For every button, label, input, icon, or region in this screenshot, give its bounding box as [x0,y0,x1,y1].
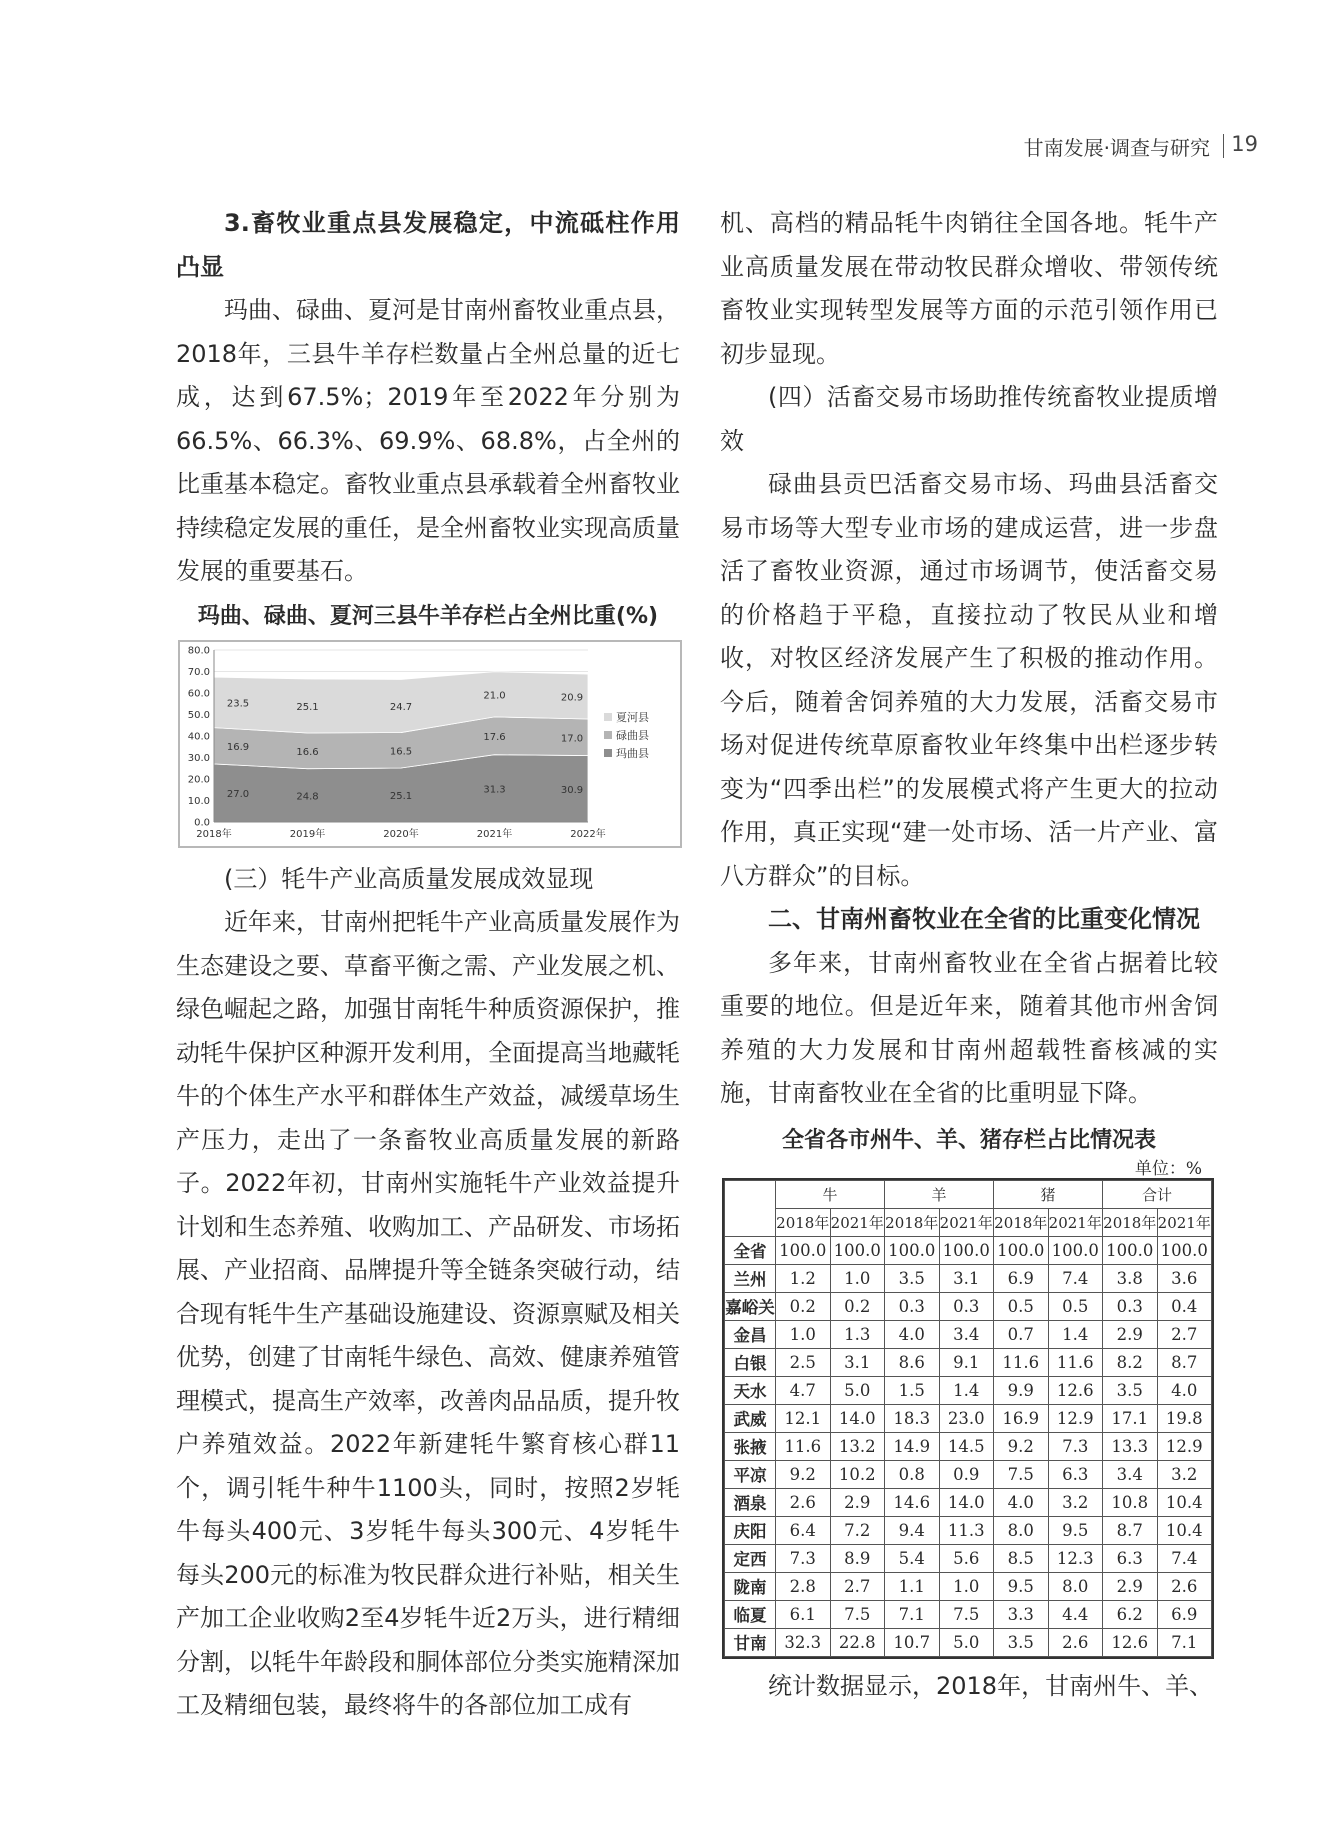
value-cell: 100.0 [776,1236,831,1264]
value-cell: 7.5 [830,1600,885,1628]
value-cell: 3.4 [939,1320,994,1348]
year-header: 2018年 [994,1208,1049,1236]
value-cell: 19.8 [1157,1404,1212,1432]
value-cell: 4.4 [1048,1600,1103,1628]
legend-swatch [604,713,612,721]
table-row [725,1404,1212,1432]
value-cell: 8.9 [830,1544,885,1572]
year-header: 2021年 [939,1208,994,1236]
legend-label: 碌曲县 [616,728,649,742]
value-cell: 100.0 [1157,1236,1212,1264]
value-cell: 17.1 [1103,1404,1158,1432]
value-cell: 3.4 [1103,1460,1158,1488]
y-tick-label: 80.0 [187,645,210,656]
table-row [725,1264,1212,1292]
value-cell: 6.3 [1048,1460,1103,1488]
group-cattle: 牛 [776,1180,885,1208]
value-cell: 0.2 [830,1292,885,1320]
y-tick-label: 70.0 [187,666,210,678]
value-cell: 3.2 [1157,1460,1212,1488]
table-row [725,1236,1212,1264]
value-cell: 3.8 [1103,1264,1158,1292]
paragraph-market: 碌曲县贡巴活畜交易市场、玛曲县活畜交易市场等大型专业市场的建成运营，进一步盘活了畜牧业资源，通过市场调节，使活畜交易的价格趋于平稳，直接拉动了牧民从业和增收，对牧区经济发展产生了积极的推动作用。今后，随着舍饲养殖的大力发展，活畜交易市场对促进传统草原畜牧业年终集中出栏逐步转变为“四季出栏”的发展模式将产生更大的拉动作用，真正实现“建一处市场、活一片产业、富八方群众”的目标。 [720,470,1218,890]
table-row [725,1460,1212,1488]
x-tick-label: 2021年 [476,828,513,840]
table-row [725,1348,1212,1376]
group-total: 合计 [1103,1180,1212,1208]
table-row [725,1600,1212,1628]
value-cell: 2.9 [1103,1572,1158,1600]
table-unit: 单位：% [1134,1158,1202,1179]
data-label: 20.9 [560,692,584,704]
value-cell: 1.4 [1048,1320,1103,1348]
region-cell: 酒泉 [725,1488,776,1516]
value-cell: 6.1 [776,1600,831,1628]
value-cell: 9.4 [885,1516,940,1544]
value-cell: 3.5 [994,1628,1049,1656]
subheading-market: (四）活畜交易市场助推传统畜牧业提质增效 [720,383,1218,455]
value-cell: 3.5 [885,1264,940,1292]
value-cell: 1.4 [939,1376,994,1404]
year-header: 2021年 [1048,1208,1103,1236]
journal-title: 甘南发展·调查与研究 [1023,136,1210,160]
table-header-groups [725,1180,1212,1208]
area-chart [178,640,682,848]
value-cell: 100.0 [994,1236,1049,1264]
table-row [725,1292,1212,1320]
group-pig: 猪 [994,1180,1103,1208]
region-cell: 陇南 [725,1572,776,1600]
value-cell: 10.4 [1157,1488,1212,1516]
value-cell: 7.4 [1048,1264,1103,1292]
value-cell: 0.8 [885,1460,940,1488]
value-cell: 0.5 [994,1292,1049,1320]
value-cell: 2.6 [776,1488,831,1516]
value-cell: 8.7 [1157,1348,1212,1376]
value-cell: 8.0 [1048,1572,1103,1600]
value-cell: 18.3 [885,1404,940,1432]
group-sheep: 羊 [885,1180,994,1208]
value-cell: 2.7 [1157,1320,1212,1348]
table-row [725,1628,1212,1656]
value-cell: 100.0 [1048,1236,1103,1264]
data-label: 21.0 [483,689,506,701]
region-cell: 张掖 [725,1432,776,1460]
value-cell: 7.5 [939,1600,994,1628]
value-cell: 12.6 [1103,1628,1158,1656]
value-cell: 8.2 [1103,1348,1158,1376]
value-cell: 8.0 [994,1516,1049,1544]
table-row [725,1488,1212,1516]
value-cell: 2.9 [1103,1320,1158,1348]
value-cell: 9.1 [939,1348,994,1376]
value-cell: 2.6 [1048,1628,1103,1656]
data-label: 25.1 [389,790,413,802]
value-cell: 14.9 [885,1432,940,1460]
value-cell: 3.1 [830,1348,885,1376]
section-heading-3: 3.畜牧业重点县发展稳定，中流砥柱作用凸显 [176,209,680,281]
region-cell: 金昌 [725,1320,776,1348]
value-cell: 2.6 [1157,1572,1212,1600]
value-cell: 100.0 [830,1236,885,1264]
value-cell: 0.9 [939,1460,994,1488]
data-label: 17.6 [483,731,506,743]
value-cell: 8.6 [885,1348,940,1376]
value-cell: 3.6 [1157,1264,1212,1292]
value-cell: 12.3 [1048,1544,1103,1572]
value-cell: 2.8 [776,1572,831,1600]
value-cell: 6.2 [1103,1600,1158,1628]
value-cell: 1.0 [830,1264,885,1292]
value-cell: 1.5 [885,1376,940,1404]
table-header-years [725,1208,1212,1236]
data-label: 24.7 [389,701,413,713]
value-cell: 2.7 [830,1572,885,1600]
region-cell: 全省 [725,1236,776,1264]
region-cell: 武威 [725,1404,776,1432]
value-cell: 11.6 [1048,1348,1103,1376]
region-cell: 嘉峪关 [725,1292,776,1320]
value-cell: 0.2 [776,1292,831,1320]
value-cell: 5.4 [885,1544,940,1572]
value-cell: 4.0 [1157,1376,1212,1404]
value-cell: 23.0 [939,1404,994,1432]
value-cell: 1.0 [939,1572,994,1600]
table-row [725,1376,1212,1404]
value-cell: 7.4 [1157,1544,1212,1572]
table-row [725,1432,1212,1460]
value-cell: 6.9 [1157,1600,1212,1628]
y-tick-label: 50.0 [187,709,210,721]
value-cell: 16.9 [994,1404,1049,1432]
value-cell: 12.9 [1157,1432,1212,1460]
value-cell: 11.6 [776,1432,831,1460]
year-header: 2018年 [776,1208,831,1236]
region-cell: 平凉 [725,1460,776,1488]
value-cell: 11.3 [939,1516,994,1544]
data-label: 16.5 [389,745,413,757]
value-cell: 1.3 [830,1320,885,1348]
value-cell: 1.1 [885,1572,940,1600]
value-cell: 9.5 [1048,1516,1103,1544]
value-cell: 9.2 [994,1432,1049,1460]
region-cell: 临夏 [725,1600,776,1628]
value-cell: 0.3 [1103,1292,1158,1320]
value-cell: 3.2 [1048,1488,1103,1516]
header-divider [1223,134,1224,158]
value-cell: 4.7 [776,1376,831,1404]
value-cell: 4.0 [885,1320,940,1348]
value-cell: 0.5 [1048,1292,1103,1320]
value-cell: 4.0 [994,1488,1049,1516]
value-cell: 0.4 [1157,1292,1212,1320]
right-column [720,202,1218,1708]
region-cell: 甘南 [725,1628,776,1656]
y-tick-label: 30.0 [187,752,210,764]
table-title: 全省各市州牛、羊、猪存栏占比情况表 [781,1127,1156,1153]
value-cell: 5.0 [830,1376,885,1404]
data-label: 17.0 [560,732,584,744]
paragraph-yak-continued: 机、高档的精品牦牛肉销往全国各地。牦牛产业高质量发展在带动牧民群众增收、带领传统畜牧业实现转型发展等方面的示范引领作用已初步显现。 [720,209,1218,368]
value-cell: 100.0 [1103,1236,1158,1264]
y-tick-label: 60.0 [187,688,210,699]
value-cell: 9.9 [994,1376,1049,1404]
region-cell: 天水 [725,1376,776,1404]
value-cell: 3.5 [1103,1376,1158,1404]
subheading-yak: (三）牦牛产业高质量发展成效显现 [224,864,594,893]
region-cell: 庆阳 [725,1516,776,1544]
region-cell: 白银 [725,1348,776,1376]
value-cell: 10.8 [1103,1488,1158,1516]
table-row [725,1544,1212,1572]
legend-swatch [604,731,612,739]
data-label: 16.6 [296,746,319,758]
value-cell: 5.6 [939,1544,994,1572]
region-cell: 定西 [725,1544,776,1572]
value-cell: 12.1 [776,1404,831,1432]
region-cell: 兰州 [725,1264,776,1292]
section-heading-2: 二、甘南州畜牧业在全省的比重变化情况 [768,905,1200,933]
value-cell: 0.3 [885,1292,940,1320]
data-label: 30.9 [560,784,584,796]
value-cell: 7.5 [994,1460,1049,1488]
table-row [725,1516,1212,1544]
x-tick-label: 2022年 [570,828,606,840]
value-cell: 6.3 [1103,1544,1158,1572]
value-cell: 100.0 [939,1236,994,1264]
y-tick-label: 40.0 [187,731,210,742]
value-cell: 10.4 [1157,1516,1212,1544]
value-cell: 2.5 [776,1348,831,1376]
value-cell: 1.2 [776,1264,831,1292]
page-number: 19 [1231,132,1258,156]
value-cell: 9.2 [776,1460,831,1488]
data-label: 25.1 [296,701,319,713]
value-cell: 7.1 [1157,1628,1212,1656]
chart-title: 玛曲、碌曲、夏河三县牛羊存栏占全州比重(%) [197,603,659,629]
page-header [1000,132,1270,162]
x-tick-label: 2020年 [383,828,419,840]
y-tick-label: 0.0 [194,817,210,828]
value-cell: 14.0 [830,1404,885,1432]
data-label: 16.9 [226,741,250,753]
value-cell: 7.2 [830,1516,885,1544]
value-cell: 8.5 [994,1544,1049,1572]
value-cell: 32.3 [776,1628,831,1656]
value-cell: 6.4 [776,1516,831,1544]
data-label: 24.8 [296,790,319,802]
value-cell: 8.7 [1103,1516,1158,1544]
table-corner [725,1180,776,1236]
year-header: 2021年 [1157,1208,1212,1236]
y-tick-label: 20.0 [187,774,210,785]
value-cell: 9.5 [994,1572,1049,1600]
table-row [725,1320,1212,1348]
value-cell: 13.3 [1103,1432,1158,1460]
year-header: 2018年 [885,1208,940,1236]
legend-swatch [604,749,612,757]
value-cell: 100.0 [885,1236,940,1264]
value-cell: 2.9 [830,1488,885,1516]
paragraph-key-counties: 玛曲、碌曲、夏河是甘南州畜牧业重点县，2018年，三县牛羊存栏数量占全州总量的近七成，达到67.5%；2019年至2022年分别为66.5%、66.3%、69.9%、68.8%，占全州的比重基本稳定。畜牧业重点县承载着全州畜牧业持续稳定发展的重任，是全州畜牧业实现高质量发展的重要基石。 [176,296,680,585]
paragraph-stats: 统计数据显示，2018年，甘南州牛、羊、 [768,1671,1214,1700]
value-cell: 10.2 [830,1460,885,1488]
value-cell: 6.9 [994,1264,1049,1292]
data-label: 23.5 [226,697,250,709]
year-header: 2018年 [1103,1208,1158,1236]
value-cell: 7.3 [1048,1432,1103,1460]
value-cell: 14.0 [939,1488,994,1516]
value-cell: 0.3 [939,1292,994,1320]
x-tick-label: 2019年 [289,828,326,840]
value-cell: 13.2 [830,1432,885,1460]
value-cell: 11.6 [994,1348,1049,1376]
data-label: 27.0 [226,788,250,800]
value-cell: 12.9 [1048,1404,1103,1432]
livestock-share-table [724,1180,1212,1657]
value-cell: 22.8 [830,1628,885,1656]
table-row [725,1572,1212,1600]
value-cell: 10.7 [885,1628,940,1656]
x-tick-label: 2018年 [196,828,232,840]
legend-label: 夏河县 [616,710,649,724]
value-cell: 7.3 [776,1544,831,1572]
value-cell: 5.0 [939,1628,994,1656]
left-column [176,202,680,1728]
y-tick-label: 10.0 [187,795,210,807]
paragraph-province-share: 多年来，甘南州畜牧业在全省占据着比较重要的地位。但是近年来，随着其他市州舍饲养殖的大力发展和甘南州超载牲畜核减的实施，甘南畜牧业在全省的比重明显下降。 [720,948,1218,1107]
value-cell: 3.1 [939,1264,994,1292]
area-chart-svg [180,642,680,846]
data-label: 31.3 [483,783,506,795]
value-cell: 0.7 [994,1320,1049,1348]
legend-label: 玛曲县 [616,746,649,760]
value-cell: 14.5 [939,1432,994,1460]
value-cell: 14.6 [885,1488,940,1516]
value-cell: 7.1 [885,1600,940,1628]
value-cell: 1.0 [776,1320,831,1348]
year-header: 2021年 [830,1208,885,1236]
paragraph-yak: 近年来，甘南州把牦牛产业高质量发展作为生态建设之要、草畜平衡之需、产业发展之机、绿色崛起之路，加强甘南牦牛种质资源保护，推动牦牛保护区种源开发利用，全面提高当地藏牦牛的个体生产水平和群体生产效益，减缓草场生产压力，走出了一条畜牧业高质量发展的新路子。2022年初，甘南州实施牦牛产业效益提升计划和生态养殖、收购加工、产品研发、市场拓展、产业招商、品牌提升等全链条突破行动，结合现有牦牛生产基础设施建设、资源禀赋及相关优势，创建了甘南牦牛绿色、高效、健康养殖管理模式，提高生产效率，改善肉品品质，提升牧户养殖效益。2022年新建牦牛繁育核心群11个，调引牦牛种牛1100头，同时，按照2岁牦牛每头400元、3岁牦牛每头300元、4岁牦牛每头200元的标准为牧民群众进行补贴，相关生产加工企业收购2至4岁牦牛近2万头，进行精细分割，以牦牛年龄段和胴体部位分类实施精深加工及精细包装，最终将牛的各部位加工成有 [176,908,680,1719]
value-cell: 3.3 [994,1600,1049,1628]
value-cell: 12.6 [1048,1376,1103,1404]
